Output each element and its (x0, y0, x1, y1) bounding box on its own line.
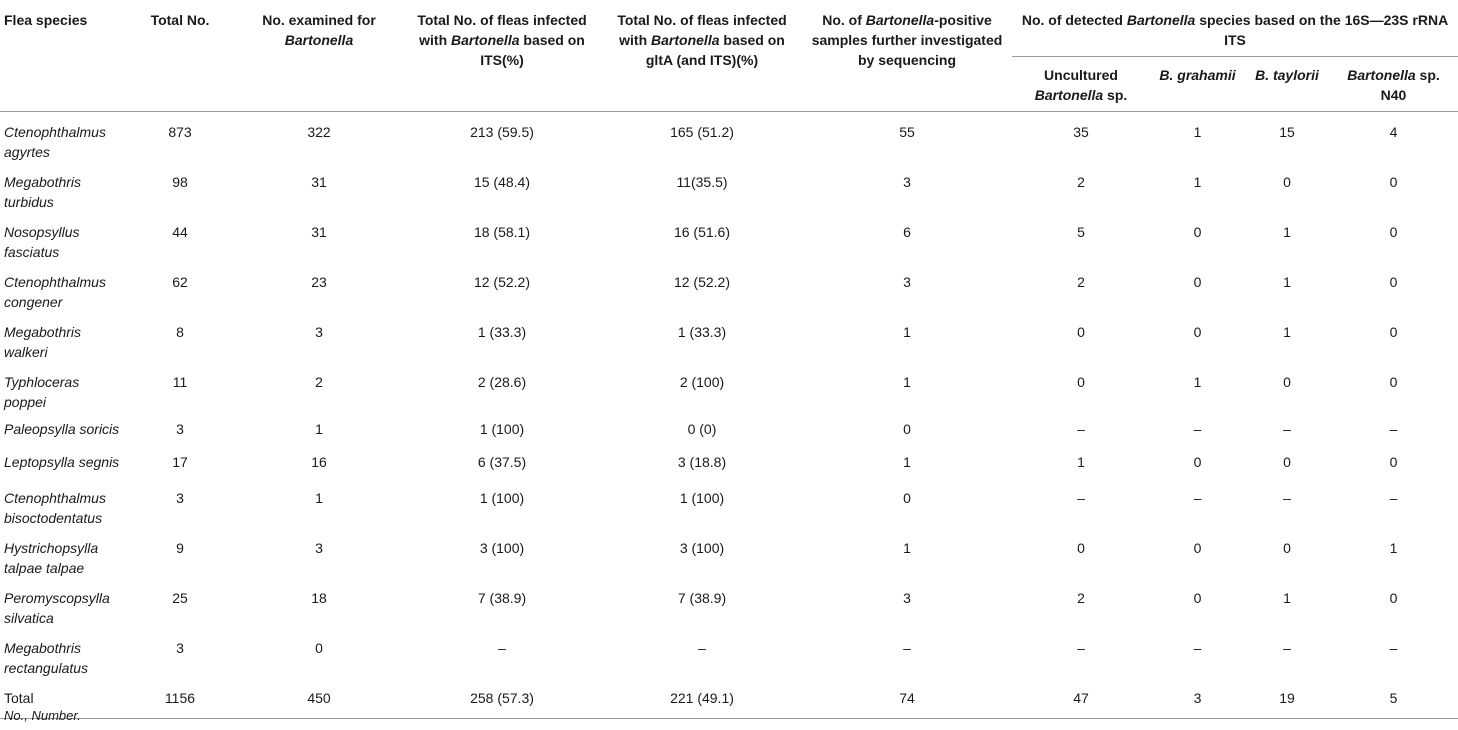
cell-n40: – (1389, 490, 1398, 506)
cell-total: 1156 (164, 690, 196, 706)
cell-examined: 18 (311, 590, 327, 606)
species-name: Megabothris rectangulatus (4, 640, 89, 676)
cell-total: 25 (172, 590, 188, 606)
table-footnote: No., Number. (4, 708, 81, 723)
species-name: Leptopsylla segnis (4, 454, 120, 470)
table-row (0, 112, 1458, 163)
cell-examined: 3 (315, 540, 323, 556)
cell-grahamii: 0 (1193, 324, 1202, 340)
cell-examined: 322 (307, 124, 331, 140)
table-row (0, 578, 1458, 628)
cell-its: 15 (48.4) (473, 174, 531, 190)
cell-glta: – (698, 640, 706, 656)
cell-grahamii: 3 (1193, 690, 1202, 706)
cell-total: 62 (172, 274, 188, 290)
bartonella-flea-table (0, 4, 1458, 719)
cell-seq: 0 (903, 421, 911, 437)
cell-examined: 23 (311, 274, 327, 290)
cell-its: 1 (100) (479, 490, 525, 506)
header-total-no: Total No. (150, 12, 210, 28)
cell-uncultured: – (1077, 490, 1085, 506)
cell-n40: 0 (1389, 454, 1398, 470)
header-flea-species: Flea species (4, 12, 88, 28)
table-row (0, 162, 1458, 212)
cell-glta: 16 (51.6) (673, 224, 731, 240)
cell-taylorii: – (1283, 421, 1291, 437)
cell-n40: 5 (1389, 690, 1398, 706)
cell-its: 1 (100) (479, 421, 525, 437)
header-its: Total No. of fleas infected with Bartonella based on ITS(%) (417, 12, 587, 68)
cell-examined: 450 (307, 690, 331, 706)
header-glta: Total No. of fleas infected with Bartonella based on gltA (and ITS)(%) (617, 12, 787, 68)
table-row (0, 628, 1458, 678)
header-uncultured: Uncultured Bartonella sp. (1034, 67, 1128, 103)
cell-seq: 74 (899, 690, 915, 706)
cell-grahamii: 0 (1193, 224, 1202, 240)
species-name: Ctenophthalmus congener (4, 274, 106, 310)
cell-total: 9 (176, 540, 184, 556)
cell-taylorii: 0 (1283, 374, 1291, 390)
cell-seq: 1 (903, 374, 911, 390)
cell-grahamii: – (1193, 490, 1202, 506)
cell-n40: 0 (1389, 374, 1398, 390)
cell-glta: 3 (18.8) (677, 454, 727, 470)
cell-uncultured: 5 (1077, 224, 1085, 240)
cell-taylorii: 1 (1283, 324, 1291, 340)
cell-taylorii: 15 (1279, 124, 1295, 140)
species-name: Megabothris walkeri (4, 324, 82, 360)
cell-its: 3 (100) (479, 540, 525, 556)
header-n40: Bartonella sp. N40 (1347, 67, 1440, 103)
cell-total: 17 (172, 454, 188, 470)
table-row (0, 362, 1458, 412)
cell-taylorii: 0 (1283, 454, 1291, 470)
cell-examined: 0 (315, 640, 323, 656)
cell-glta: 221 (49.1) (670, 690, 734, 706)
cell-grahamii: 0 (1193, 540, 1202, 556)
cell-n40: 0 (1389, 274, 1398, 290)
header-detected-species-group: No. of detected Bartonella species based on the 16S—23S rRNA ITS (1012, 4, 1458, 57)
cell-examined: 31 (311, 224, 327, 240)
cell-examined: 1 (315, 421, 323, 437)
cell-total: 3 (176, 490, 184, 506)
table-row (0, 262, 1458, 312)
cell-its: 258 (57.3) (470, 690, 534, 706)
cell-uncultured: – (1077, 640, 1085, 656)
cell-seq: 3 (903, 590, 911, 606)
cell-glta: 2 (100) (679, 374, 725, 390)
cell-total: 98 (172, 174, 188, 190)
cell-uncultured: 47 (1073, 690, 1089, 706)
cell-examined: 3 (315, 324, 323, 340)
cell-n40: 0 (1389, 590, 1398, 606)
cell-its: – (498, 640, 506, 656)
cell-seq: 55 (899, 124, 915, 140)
cell-glta: 11(35.5) (676, 174, 728, 190)
cell-glta: 0 (0) (687, 421, 717, 437)
cell-n40: – (1389, 421, 1398, 437)
total-label: Total (4, 690, 34, 706)
cell-n40: 0 (1389, 324, 1398, 340)
cell-uncultured: 0 (1077, 324, 1085, 340)
cell-taylorii: 1 (1283, 274, 1291, 290)
table-row-total (0, 678, 1458, 719)
cell-total: 8 (176, 324, 184, 340)
cell-its: 6 (37.5) (477, 454, 527, 470)
cell-seq: 0 (903, 490, 911, 506)
cell-n40: 1 (1389, 540, 1398, 556)
cell-total: 44 (172, 224, 188, 240)
cell-total: 3 (176, 640, 184, 656)
species-name: Typhloceras poppei (4, 374, 80, 410)
cell-uncultured: 2 (1077, 274, 1085, 290)
table-row (0, 212, 1458, 262)
cell-uncultured: 0 (1077, 374, 1085, 390)
cell-its: 1 (33.3) (477, 324, 527, 340)
cell-total: 873 (168, 124, 192, 140)
cell-uncultured: 0 (1077, 540, 1085, 556)
cell-examined: 31 (311, 174, 327, 190)
cell-grahamii: 0 (1193, 274, 1202, 290)
cell-seq: 1 (903, 540, 911, 556)
cell-seq: 3 (903, 274, 911, 290)
cell-taylorii: 1 (1283, 590, 1291, 606)
cell-seq: 3 (903, 174, 911, 190)
species-name: Ctenophthalmus bisoctodentatus (4, 490, 106, 526)
species-name: Peromyscopsylla silvatica (4, 590, 110, 626)
cell-uncultured: 1 (1077, 454, 1085, 470)
cell-examined: 16 (311, 454, 327, 470)
cell-taylorii: 0 (1283, 174, 1291, 190)
cell-glta: 3 (100) (679, 540, 725, 556)
cell-taylorii: 0 (1283, 540, 1291, 556)
cell-grahamii: – (1193, 640, 1202, 656)
cell-total: 3 (176, 421, 184, 437)
species-name: Megabothris turbidus (4, 174, 82, 210)
cell-grahamii: 0 (1193, 590, 1202, 606)
header-sequencing: No. of Bartonella-positive samples further investigated by sequencing (811, 12, 1003, 68)
cell-uncultured: 35 (1073, 124, 1089, 140)
cell-n40: 0 (1389, 224, 1398, 240)
cell-glta: 12 (52.2) (673, 274, 731, 290)
cell-uncultured: 2 (1077, 590, 1085, 606)
table-row (0, 445, 1458, 478)
cell-glta: 165 (51.2) (670, 124, 734, 140)
cell-its: 213 (59.5) (470, 124, 534, 140)
table-row (0, 478, 1458, 528)
header-examined: No. examined for Bartonella (262, 12, 376, 48)
table-row (0, 528, 1458, 578)
cell-taylorii: 19 (1279, 690, 1295, 706)
cell-grahamii: 1 (1193, 174, 1202, 190)
cell-n40: – (1389, 640, 1398, 656)
cell-glta: 7 (38.9) (677, 590, 727, 606)
cell-grahamii: 0 (1193, 454, 1202, 470)
table-row (0, 412, 1458, 445)
cell-taylorii: – (1283, 640, 1291, 656)
cell-seq: 1 (903, 324, 911, 340)
cell-examined: 2 (315, 374, 323, 390)
cell-its: 18 (58.1) (473, 224, 531, 240)
cell-seq: – (903, 640, 911, 656)
cell-seq: 6 (903, 224, 911, 240)
cell-n40: 0 (1389, 174, 1398, 190)
cell-uncultured: 2 (1077, 174, 1085, 190)
species-name: Ctenophthalmus agyrtes (4, 124, 106, 160)
cell-total: 11 (172, 374, 188, 390)
cell-taylorii: – (1283, 490, 1291, 506)
header-taylorii: B. taylorii (1255, 67, 1319, 83)
species-name: Nosopsyllus fasciatus (4, 224, 80, 260)
cell-glta: 1 (33.3) (677, 324, 727, 340)
cell-its: 2 (28.6) (477, 374, 527, 390)
cell-its: 7 (38.9) (477, 590, 527, 606)
cell-n40: 4 (1389, 124, 1398, 140)
cell-grahamii: 1 (1193, 374, 1202, 390)
cell-uncultured: – (1077, 421, 1085, 437)
table-row (0, 312, 1458, 362)
cell-grahamii: – (1193, 421, 1202, 437)
header-grahamii: B. grahamii (1159, 67, 1236, 83)
cell-glta: 1 (100) (679, 490, 725, 506)
cell-examined: 1 (315, 490, 323, 506)
cell-grahamii: 1 (1193, 124, 1202, 140)
cell-taylorii: 1 (1283, 224, 1291, 240)
cell-its: 12 (52.2) (473, 274, 531, 290)
species-name: Paleopsylla soricis (4, 421, 120, 437)
species-name: Hystrichopsylla talpae talpae (4, 540, 99, 576)
cell-seq: 1 (903, 454, 911, 470)
